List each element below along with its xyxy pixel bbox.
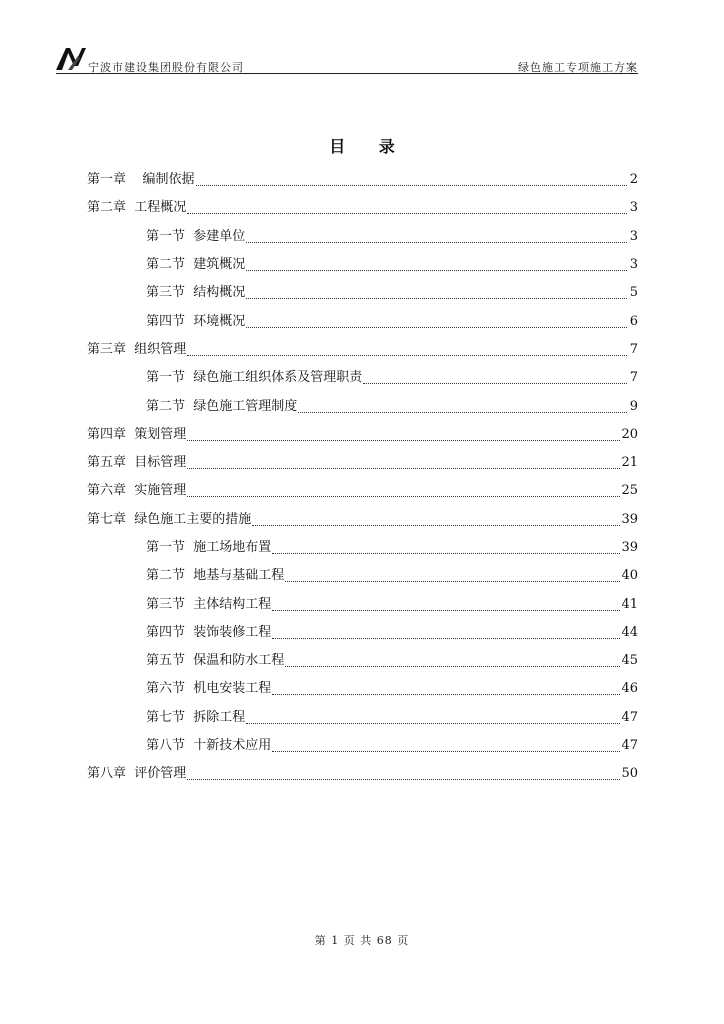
toc-entry-gap <box>185 540 193 556</box>
toc-entry-page: 6 <box>629 313 638 329</box>
toc-entry-number: 第七节 <box>146 709 186 725</box>
toc-entry[interactable] <box>87 704 638 732</box>
toc-entry-page: 41 <box>621 596 638 612</box>
toc-entry-page: 45 <box>621 653 638 669</box>
toc-dot-leader <box>272 750 620 752</box>
toc-entry[interactable] <box>87 732 638 760</box>
toc-entry-title: 编制依据 <box>142 172 195 188</box>
toc-entry-number: 第八节 <box>146 738 186 754</box>
toc-entry[interactable] <box>87 279 638 307</box>
toc-entry-title: 主体结构工程 <box>193 596 272 612</box>
toc-entry-number: 第三节 <box>146 285 186 301</box>
toc-entry-number: 第四章 <box>87 426 127 442</box>
toc-entry-page: 47 <box>621 738 638 754</box>
toc-entry-page: 44 <box>621 624 638 640</box>
toc-entry-number: 第一节 <box>146 540 186 555</box>
toc-entry-title: 机电安装工程 <box>193 681 272 697</box>
toc-dot-leader <box>272 637 620 639</box>
toc-entry-gap <box>126 483 134 499</box>
toc-dot-leader <box>252 524 620 526</box>
toc-entry-gap <box>126 766 134 782</box>
toc-entry[interactable] <box>87 647 638 675</box>
toc-entry-title: 组织管理 <box>134 341 187 357</box>
toc-dot-leader <box>272 552 620 554</box>
toc-entry-page: 5 <box>629 285 638 301</box>
toc-entry-page: 47 <box>621 709 638 725</box>
toc-entry-page: 20 <box>621 426 638 442</box>
toc-entry-gap <box>185 285 193 301</box>
toc-entry-page: 46 <box>621 681 638 697</box>
toc-entry-gap <box>185 653 193 669</box>
toc-entry-title: 目标管理 <box>134 455 187 471</box>
toc-entry-number: 第一章 <box>87 172 127 188</box>
toc-entry[interactable] <box>87 619 638 647</box>
toc-entry-title: 十新技术应用 <box>193 738 272 754</box>
toc-entry[interactable] <box>87 675 638 703</box>
company-logo-icon <box>54 44 88 72</box>
toc-dot-leader <box>187 439 620 441</box>
header-rule <box>56 73 638 74</box>
toc-dot-leader <box>196 184 627 186</box>
toc-dot-leader <box>187 467 620 469</box>
toc-dot-leader <box>272 693 620 695</box>
toc-entry-number: 第五章 <box>87 455 127 471</box>
toc-heading: 目 录 <box>329 137 409 156</box>
toc-entry-number: 第八章 <box>87 766 127 782</box>
toc-entry-number: 第三节 <box>146 596 186 612</box>
toc-entry-title: 施工场地布置 <box>193 540 272 555</box>
toc-entry-number: 第一节 <box>146 228 186 244</box>
toc-dot-leader <box>298 411 627 413</box>
toc-entry[interactable] <box>87 534 638 562</box>
toc-entry-gap <box>126 512 134 528</box>
toc-entry[interactable] <box>87 562 638 590</box>
toc-dot-leader <box>363 382 627 384</box>
toc-entry-number: 第二节 <box>146 398 186 414</box>
toc-entry-page: 2 <box>629 172 638 188</box>
toc-dot-leader <box>285 665 620 667</box>
toc-entry[interactable] <box>87 760 638 788</box>
toc-entry[interactable] <box>87 251 638 279</box>
toc-entry-title: 保温和防水工程 <box>193 653 285 669</box>
toc-entry[interactable] <box>87 449 638 477</box>
toc-entry[interactable] <box>87 506 638 534</box>
toc-entry-title: 策划管理 <box>134 426 187 442</box>
toc-entry-gap <box>185 370 193 386</box>
toc-entry-number: 第一节 <box>146 370 186 386</box>
toc-entry-gap <box>185 568 193 584</box>
toc-entry-page: 3 <box>629 228 638 244</box>
toc-entry-title: 地基与基础工程 <box>193 568 285 584</box>
toc-entry-title: 拆除工程 <box>193 709 246 725</box>
toc-entry-gap <box>185 314 193 330</box>
toc-entry[interactable] <box>87 223 638 251</box>
toc-entry-title: 建筑概况 <box>193 257 246 273</box>
toc-entry[interactable] <box>87 307 638 335</box>
toc-dot-leader <box>246 722 620 724</box>
toc-entry-title: 绿色施工主要的措施 <box>134 511 252 527</box>
toc-entry-title: 评价管理 <box>134 766 187 782</box>
toc-entry-title: 装饰装修工程 <box>193 624 272 640</box>
company-name: 宁波市建设集团股份有限公司 <box>88 61 244 74</box>
toc-entry-gap <box>185 229 193 245</box>
toc-entry-gap <box>126 172 143 188</box>
toc-entry[interactable] <box>87 166 638 194</box>
toc-entry-number: 第二节 <box>146 257 186 273</box>
toc-dot-leader <box>272 609 620 611</box>
toc-entry-page: 25 <box>621 483 638 499</box>
toc-entry-page: 9 <box>629 398 638 414</box>
toc-entry[interactable] <box>87 421 638 449</box>
toc-entry-gap <box>185 681 193 697</box>
toc-entry-title: 参建单位 <box>193 228 246 244</box>
toc-entry-page: 40 <box>621 568 638 584</box>
toc-dot-leader <box>187 778 620 780</box>
toc-entry[interactable] <box>87 477 638 505</box>
toc-entry-title: 工程概况 <box>134 200 187 216</box>
toc-entry-number: 第四节 <box>146 313 186 329</box>
toc-entry[interactable] <box>87 392 638 420</box>
toc-entry-gap <box>185 597 193 613</box>
toc-entry-title: 绿色施工管理制度 <box>193 398 298 414</box>
toc-entry-gap <box>126 200 134 216</box>
toc-entry-gap <box>126 427 134 443</box>
toc-entry-gap <box>126 455 134 471</box>
toc-dot-leader <box>187 212 627 214</box>
toc-entry[interactable] <box>87 336 638 364</box>
toc-entry-page: 3 <box>629 257 638 273</box>
toc-entry-page: 7 <box>629 370 638 386</box>
toc-entry[interactable] <box>87 364 638 392</box>
toc-entry-title: 结构概况 <box>193 285 246 301</box>
toc-entry-gap <box>185 399 193 415</box>
toc-entry-gap <box>185 738 193 754</box>
toc-entry-gap <box>185 257 193 273</box>
toc-dot-leader <box>285 580 620 582</box>
table-of-contents <box>87 166 638 789</box>
toc-entry-page: 39 <box>621 540 638 555</box>
toc-entry-page: 21 <box>621 455 638 471</box>
toc-entry[interactable] <box>87 194 638 222</box>
toc-entry-number: 第五节 <box>146 653 186 669</box>
toc-entry-gap <box>185 625 193 641</box>
toc-entry-number: 第六章 <box>87 483 127 499</box>
toc-entry-title: 绿色施工组织体系及管理职责 <box>193 370 363 386</box>
document-title: 绿色施工专项施工方案 <box>518 61 638 74</box>
toc-entry[interactable] <box>87 590 638 618</box>
toc-entry-number: 第三章 <box>87 341 127 357</box>
toc-entry-gap <box>185 710 193 726</box>
toc-entry-page: 39 <box>621 511 638 527</box>
page-footer: 第 1 页 共 68 页 <box>314 934 410 947</box>
toc-dot-leader <box>187 354 627 356</box>
toc-entry-number: 第四节 <box>146 624 186 640</box>
toc-entry-title: 环境概况 <box>193 313 246 329</box>
toc-entry-number: 第二节 <box>146 568 186 584</box>
toc-entry-page: 7 <box>629 341 638 357</box>
toc-dot-leader <box>246 297 627 299</box>
toc-entry-number: 第六节 <box>146 681 186 697</box>
toc-entry-number: 第二章 <box>87 200 127 216</box>
toc-entry-page: 50 <box>621 766 638 782</box>
toc-dot-leader <box>246 269 627 271</box>
page-header <box>54 44 638 76</box>
toc-entry-page: 3 <box>629 200 638 216</box>
toc-dot-leader <box>246 241 627 243</box>
toc-entry-gap <box>126 342 134 358</box>
toc-entry-number: 第七章 <box>87 511 127 527</box>
toc-dot-leader <box>246 326 627 328</box>
toc-entry-title: 实施管理 <box>134 483 187 499</box>
toc-dot-leader <box>187 495 620 497</box>
